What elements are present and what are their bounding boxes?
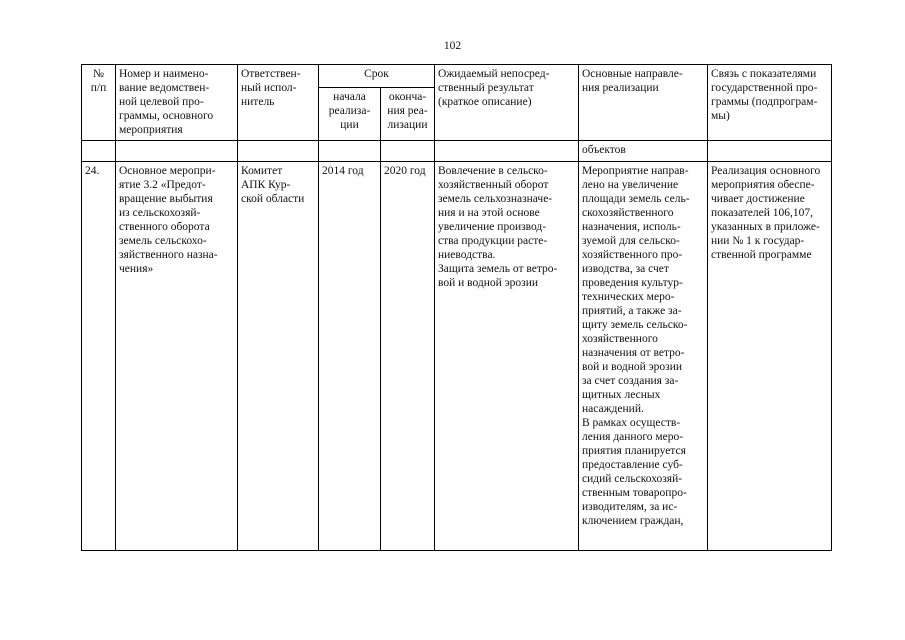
header-directions: Основные направле- ния реализации	[579, 65, 708, 141]
header-row	[82, 65, 832, 88]
header-responsible: Ответствен- ный испол- нитель	[238, 65, 319, 141]
header-num: № п/п	[82, 65, 116, 141]
table-row	[82, 162, 832, 551]
program-table	[81, 64, 832, 551]
row-num: 24.	[82, 162, 116, 551]
header-term-start: начала реализа- ции	[319, 88, 381, 141]
header-name: Номер и наимено- вание ведомствен- ной целевой про- граммы, основного мероприятия	[116, 65, 238, 141]
continuation-directions: объектов	[579, 141, 708, 162]
row-directions: Мероприятие направ- лено на увеличение площади земель сель- скохозяйственного назначения, исполь- зуемой для сельско- хозяйственного про- изводства, за счет проведения культур- технических меро- приятий, а также за- щиту земель сельско- хозяйственного назначения от ветро- вой и водной эрозии за счет создания за- щитных лесных насаждений. В рамках осуществ- ления данного меро- приятия планируется предоставление суб- сидий сельскохозяй- ственным товаропро- изводителям, за ис- ключением граждан,	[579, 162, 708, 551]
header-result: Ожидаемый непосред- ственный результат (краткое описание)	[435, 65, 579, 141]
row-start: 2014 год	[319, 162, 381, 551]
row-result: Вовлечение в сельско- хозяйственный оборот земель сельхозназначе- ния и на этой основе увеличение производ- ства продукции расте- ниеводства. Защита земель от ветро- вой и водной эрозии	[435, 162, 579, 551]
row-link: Реализация основного мероприятия обеспе- чивает достижение показателей 106,107, указанных в приложе- нии № 1 к государ- ственной программе	[708, 162, 832, 551]
header-term: Срок	[319, 65, 435, 88]
header-link: Связь с показателями государственной про- граммы (подпрограм- мы)	[708, 65, 832, 141]
page-number: 102	[443, 40, 462, 52]
row-name: Основное меропри- ятие 3.2 «Предот- вращение выбытия из сельскохозяй- ственного оборота земель сельскохо- зяйственного назна- чения»	[116, 162, 238, 551]
row-responsible: Комитет АПК Кур- ской области	[238, 162, 319, 551]
header-term-end: оконча- ния реа- лизации	[381, 88, 435, 141]
row-end: 2020 год	[381, 162, 435, 551]
continuation-row	[82, 141, 832, 162]
